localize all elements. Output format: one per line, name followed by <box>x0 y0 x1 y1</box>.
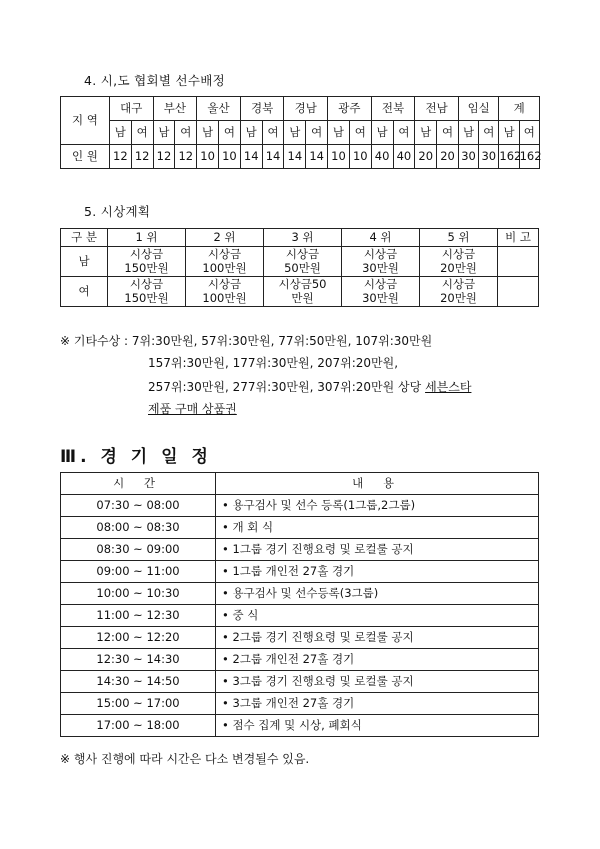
schedule-content: • 3그룹 경기 진행요령 및 로컬룰 공지 <box>216 671 539 693</box>
time-header: 시 간 <box>61 473 216 495</box>
award-amount-line: 시상금 <box>207 247 242 261</box>
award-gender-label: 남 <box>61 247 108 277</box>
award-amount-line: 시상금 <box>285 247 320 261</box>
award-amount-line: 150만원 <box>124 291 169 306</box>
award-amount-cell <box>420 247 498 277</box>
schedule-content: • 점수 집계 및 시상, 폐회식 <box>216 715 539 737</box>
award-amount-cell <box>264 276 342 306</box>
schedule-time: 09:00 ~ 11:00 <box>61 561 216 583</box>
gender-cell: 남 <box>415 121 437 145</box>
extra-awards-line4: 제품 구매 상품권 <box>148 402 237 416</box>
award-amount-cell <box>342 276 420 306</box>
award-amount-cell <box>186 247 264 277</box>
award-amount-line: 시상금50 <box>278 276 327 291</box>
award-row <box>61 276 539 306</box>
schedule-content: • 용구검사 및 선수등록(3그룹) <box>216 583 539 605</box>
schedule-row <box>61 495 539 517</box>
schedule-content: • 2그룹 개인전 27홀 경기 <box>216 649 539 671</box>
gender-cell: 여 <box>175 121 197 145</box>
count-cell: 40 <box>371 145 393 169</box>
schedule-row <box>61 561 539 583</box>
schedule-time: 07:30 ~ 08:00 <box>61 495 216 517</box>
award-amount-line: 시상금 <box>363 276 398 291</box>
section5-title: 5. 시상계획 <box>84 204 151 219</box>
award-header-cell: 4 위 <box>342 229 420 247</box>
award-amount-line: 20만원 <box>440 261 477 276</box>
award-amount-line: 시상금 <box>441 276 476 291</box>
schedule-row <box>61 627 539 649</box>
extra-awards-line1: ※ 기타수상 : 7위:30만원, 57위:30만원, 77위:50만원, 107위:30만원 <box>60 334 433 348</box>
count-cell: 162 <box>499 145 519 169</box>
schedule-row <box>61 583 539 605</box>
award-amount-line: 100만원 <box>202 291 247 306</box>
award-amount-line: 30만원 <box>362 261 399 276</box>
award-amount-line: 20만원 <box>440 291 477 306</box>
schedule-content: • 1그룹 개인전 27홀 경기 <box>216 561 539 583</box>
schedule-content: • 3그룹 개인전 27홀 경기 <box>216 693 539 715</box>
region-cell: 경북 <box>240 97 284 121</box>
gender-cell: 남 <box>328 121 350 145</box>
schedule-row <box>61 517 539 539</box>
schedule-time: 12:30 ~ 14:30 <box>61 649 216 671</box>
gender-cell: 여 <box>219 121 241 145</box>
count-cell: 10 <box>328 145 350 169</box>
gender-cell: 여 <box>479 121 499 145</box>
count-cell: 10 <box>219 145 241 169</box>
schedule-footnote: ※ 행사 진행에 따라 시간은 다소 변경될수 있음. <box>60 752 310 766</box>
content-header: 내 용 <box>216 473 539 495</box>
award-header-cell: 2 위 <box>186 229 264 247</box>
schedule-row <box>61 693 539 715</box>
award-amount-line: 50만원 <box>284 261 321 276</box>
gender-cell: 여 <box>393 121 415 145</box>
count-cell: 162 <box>519 145 539 169</box>
award-amount-line: 150만원 <box>124 261 169 276</box>
award-amount-line: 시상금 <box>129 247 164 261</box>
award-amount-cell <box>342 247 420 277</box>
schedule-time: 15:00 ~ 17:00 <box>61 693 216 715</box>
count-cell: 30 <box>458 145 478 169</box>
gender-cell: 남 <box>109 121 131 145</box>
award-amount-cell <box>108 276 186 306</box>
count-cell: 14 <box>306 145 328 169</box>
count-cell: 14 <box>284 145 306 169</box>
award-header-cell: 5 위 <box>420 229 498 247</box>
schedule-time: 17:00 ~ 18:00 <box>61 715 216 737</box>
count-cell: 10 <box>197 145 219 169</box>
award-amount-line: 100만원 <box>202 261 247 276</box>
region-cell: 계 <box>499 97 540 121</box>
schedule-time: 08:00 ~ 08:30 <box>61 517 216 539</box>
schedule-time: 14:30 ~ 14:50 <box>61 671 216 693</box>
count-cell: 20 <box>437 145 459 169</box>
award-header-cell: 1 위 <box>108 229 186 247</box>
award-gender-label: 여 <box>61 276 108 306</box>
schedule-title: Ⅲ. 경 기 일 정 <box>60 447 212 467</box>
count-cell: 30 <box>479 145 499 169</box>
award-header-cell: 비 고 <box>498 229 539 247</box>
gender-cell: 여 <box>519 121 539 145</box>
count-cell: 14 <box>240 145 262 169</box>
region-cell: 부산 <box>153 97 197 121</box>
count-cell: 10 <box>349 145 371 169</box>
gender-cell: 여 <box>306 121 328 145</box>
schedule-time: 11:00 ~ 12:30 <box>61 605 216 627</box>
gender-cell: 여 <box>131 121 153 145</box>
count-cell: 14 <box>262 145 284 169</box>
schedule-content: • 용구검사 및 선수 등록(1그룹,2그룹) <box>216 495 539 517</box>
region-cell: 대구 <box>109 97 153 121</box>
award-amount-cell <box>264 247 342 277</box>
award-amount-line: 30만원 <box>362 291 399 306</box>
count-cell: 20 <box>415 145 437 169</box>
award-amount-cell <box>108 247 186 277</box>
schedule-row <box>61 715 539 737</box>
region-cell: 전남 <box>415 97 459 121</box>
schedule-content: • 2그룹 경기 진행요령 및 로컬룰 공지 <box>216 627 539 649</box>
gender-cell: 남 <box>240 121 262 145</box>
schedule-row <box>61 671 539 693</box>
schedule-row <box>61 605 539 627</box>
schedule-table <box>60 472 539 737</box>
count-header: 인 원 <box>61 145 110 169</box>
schedule-row <box>61 649 539 671</box>
gender-cell: 남 <box>371 121 393 145</box>
region-cell: 경남 <box>284 97 328 121</box>
player-allocation-table <box>60 96 540 169</box>
count-cell: 12 <box>109 145 131 169</box>
gender-cell: 여 <box>349 121 371 145</box>
gender-cell: 여 <box>262 121 284 145</box>
gender-cell: 남 <box>197 121 219 145</box>
award-row <box>61 247 539 277</box>
schedule-content: • 개 회 식 <box>216 517 539 539</box>
award-amount-line: 시상금 <box>207 276 242 291</box>
gender-cell: 남 <box>153 121 175 145</box>
extra-awards-line2: 157위:30만원, 177위:30만원, 207위:20만원, <box>148 356 399 370</box>
gender-cell: 여 <box>437 121 459 145</box>
region-cell: 울산 <box>197 97 241 121</box>
award-plan-table <box>60 228 539 307</box>
award-amount-line: 시상금 <box>129 276 164 291</box>
award-amount-line: 시상금 <box>441 247 476 261</box>
region-cell: 임실 <box>458 97 498 121</box>
schedule-time: 10:00 ~ 10:30 <box>61 583 216 605</box>
section4-title: 4. 시,도 협회별 선수배정 <box>84 73 225 88</box>
schedule-time: 12:00 ~ 12:20 <box>61 627 216 649</box>
region-cell: 광주 <box>328 97 372 121</box>
award-note-cell <box>498 276 539 306</box>
region-header: 지 역 <box>61 97 110 145</box>
schedule-row <box>61 539 539 561</box>
schedule-time: 08:30 ~ 09:00 <box>61 539 216 561</box>
gender-cell: 남 <box>284 121 306 145</box>
count-cell: 12 <box>131 145 153 169</box>
award-amount-cell <box>186 276 264 306</box>
schedule-content: • 1그룹 경기 진행요령 및 로컬룰 공지 <box>216 539 539 561</box>
schedule-content: • 중 식 <box>216 605 539 627</box>
gender-cell: 남 <box>499 121 519 145</box>
award-amount-cell <box>420 276 498 306</box>
region-cell: 전북 <box>371 97 415 121</box>
award-amount-line: 시상금 <box>363 247 398 261</box>
gender-cell: 남 <box>458 121 478 145</box>
award-header-cell: 3 위 <box>264 229 342 247</box>
extra-awards-line3: 257위:30만원, 277위:30만원, 307위:20만원 상당 세븐스타 <box>148 380 472 394</box>
count-cell: 12 <box>175 145 197 169</box>
award-amount-line: 만원 <box>291 291 314 306</box>
count-cell: 12 <box>153 145 175 169</box>
award-header-cell: 구 분 <box>61 229 108 247</box>
award-note-cell <box>498 247 539 277</box>
count-cell: 40 <box>393 145 415 169</box>
